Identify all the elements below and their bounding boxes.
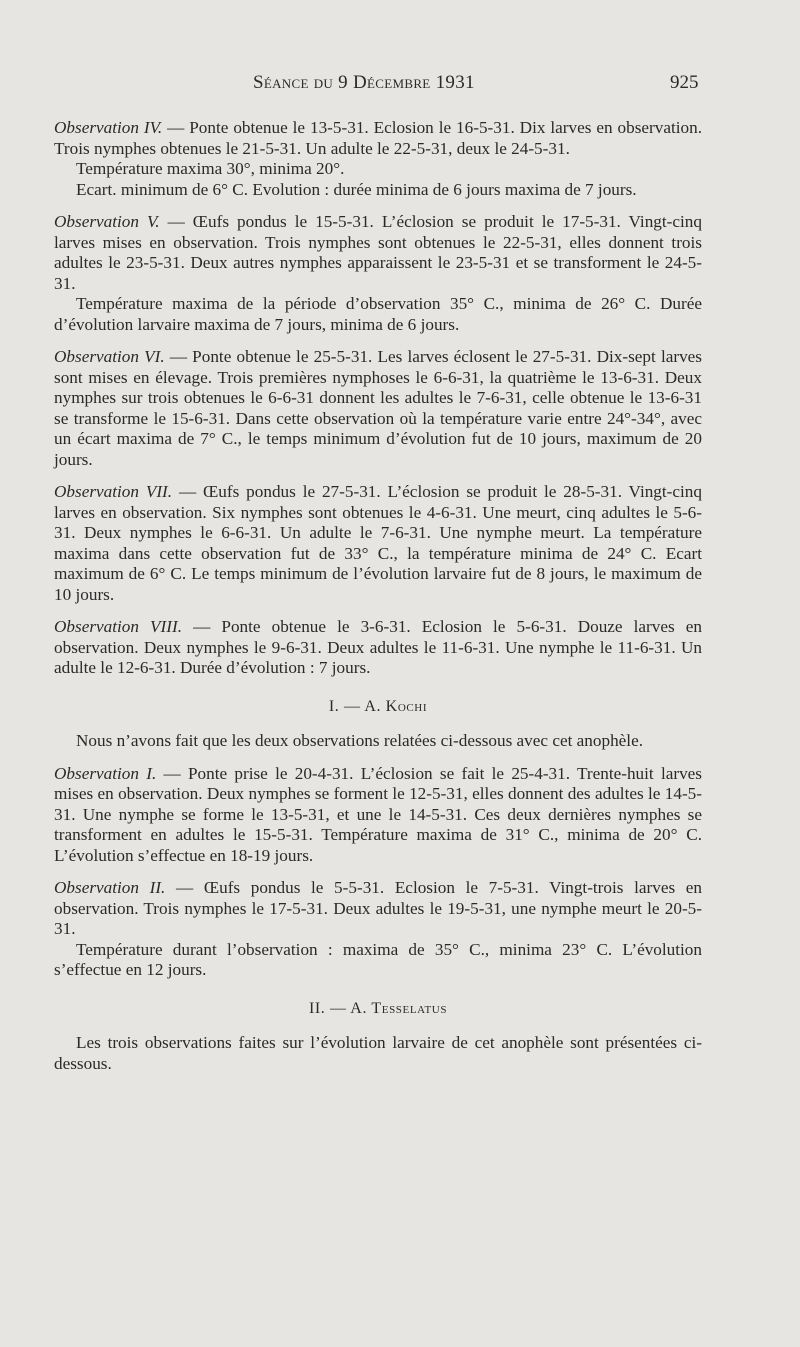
page-header <box>0 72 800 102</box>
observation-vii <box>54 482 702 605</box>
observation-iv-body: — Ponte obtenue le 13-5-31. Eclosion le 16-5-31. Dix larves en observation. Trois nymphes obtenues le 21-5-31. Un adulte le 22-5-31, deux le 24-5-31. <box>54 118 702 158</box>
observation-i-text <box>54 764 702 867</box>
observation-iv-temperature: Température maxima 30°, minima 20°. <box>76 159 345 178</box>
section-tesselatus-intro: Les trois observations faites sur l’évolution larvaire de cet anophèle sont présentées ci-dessous. <box>54 1033 702 1073</box>
observation-vi <box>54 347 702 470</box>
section-heading-tesselatus: II. — A. Tesselatus <box>308 999 448 1017</box>
observation-iv <box>54 118 702 200</box>
observation-vii-text <box>54 482 702 605</box>
observation-v-title: Observation V. <box>54 212 160 231</box>
observation-i-body: — Ponte prise le 20-4-31. L’éclosion se fait le 25-4-31. Trente-huit larves mises en observation. Deux nymphes se forment le 12-5-31, elles donnent des adultes le 14-5-31. Une nymphe se forme le 13-5-31, et une le 14-5-31. Ces deux dernières nymphes se transforment en adultes le 15-5-31. Température maxima de 31° C., minima de 20° C. L’évolution s’effectue en 18-19 jours. <box>54 763 702 865</box>
observation-vi-text <box>54 347 702 470</box>
observation-ii-text <box>54 878 702 940</box>
observation-ii-temperature: Température durant l’observation : maxima de 35° C., minima 23° C. L’évolution s’effectue en 12 jours. <box>54 939 702 979</box>
observation-v-temperature: Température maxima de la période d’observation 35° C., minima de 26° C. Durée d’évolution larvaire maxima de 7 jours, minima de 6 jours. <box>54 294 702 334</box>
observation-viii <box>54 617 702 679</box>
section-kochi-intro: Nous n’avons fait que les deux observations relatées ci-dessous avec cet anophèle. <box>76 731 643 750</box>
observation-v-text <box>54 212 702 294</box>
observation-i-title: Observation I. <box>54 763 157 783</box>
section-heading-kochi: I. — A. Kochi <box>328 697 428 715</box>
section-kochi-intro-block <box>54 731 702 752</box>
observation-viii-text <box>54 617 702 679</box>
observation-vii-title: Observation VII. <box>54 482 173 501</box>
observation-ii <box>54 878 702 981</box>
observation-ii-body: — Œufs pondus le 5-5-31. Eclosion le 7-5-31. Vingt-trois larves en observation. Trois nymphes le 17-5-31. Deux adultes le 19-5-31, une nymphe meurt le 20-5-31. <box>54 878 702 938</box>
observation-viii-title: Observation VIII. <box>54 617 183 636</box>
section-tesselatus-intro-block <box>54 1033 702 1074</box>
observation-viii-body: — Ponte obtenue le 3-6-31. Eclosion le 5-6-31. Douze larves en observation. Deux nymphes le 9-6-31. Deux adultes le 11-6-31. Une nymphe le 11-6-31. Un adulte le 12-6-31. Durée d’évolution : 7 jours. <box>54 617 702 677</box>
observation-iv-text <box>54 118 702 159</box>
observation-v <box>54 212 702 335</box>
observation-vii-body: — Œufs pondus le 27-5-31. L’éclosion se produit le 28-5-31. Vingt-cinq larves en observation. Six nymphes sont obtenues le 4-6-31. Une meurt, cinq adultes le 5-6-31. Deux nymphes le 6-6-31. Un adulte le 7-6-31. Une nymphe meurt. La température maxima dans cette observation fut de 33° C., la température minima de 24° C. Ecart maximum de 6° C. Le temps minimum de l’évolution larvaire fut de 8 jours, le maximum de 10 jours. <box>54 482 702 604</box>
page-body <box>54 118 702 1086</box>
running-head: Séance du 9 Décembre 1931 <box>253 72 475 93</box>
observation-i <box>54 764 702 867</box>
observation-iv-evolution: Ecart. minimum de 6° C. Evolution : durée minima de 6 jours maxima de 7 jours. <box>76 179 637 199</box>
observation-vi-title: Observation VI. <box>54 347 165 366</box>
observation-v-body: — Œufs pondus le 15-5-31. L’éclosion se produit le 17-5-31. Vingt-cinq larves mises en observation. Trois nymphes sont obtenues le 22-5-31, elles donnent trois adultes le 23-5-31. Deux autres nymphes apparaissent le 23-5-31 et se transforment le 24-5-31. <box>54 212 702 293</box>
page-number: 925 <box>670 72 699 93</box>
observation-iv-title: Observation IV. <box>54 118 163 137</box>
observation-ii-title: Observation II. <box>54 878 166 897</box>
observation-vi-body: — Ponte obtenue le 25-5-31. Les larves éclosent le 27-5-31. Dix-sept larves sont mises en élevage. Trois premières nymphoses le 6-6-31, la quatrième le 13-6-31. Deux nymphes sur trois obtenues le 6-6-31 donnent les adultes le 7-6-31, celle obtenue le 13-6-31 se transforme le 15-6-31. Dans cette observation où la température varie entre 24°-34°, avec un écart maxima de 7° C., le temps minimum d’évolution fut de 10 jours, maximum de 20 jours. <box>54 347 702 469</box>
